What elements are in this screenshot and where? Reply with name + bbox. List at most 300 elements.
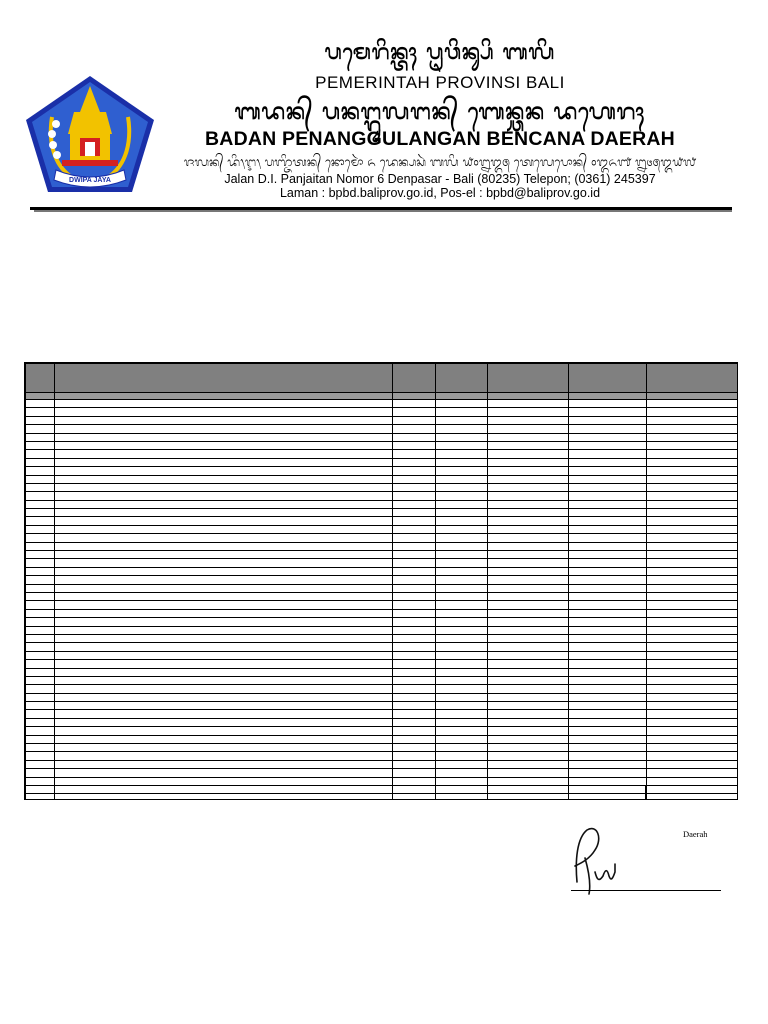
table-cell (647, 408, 738, 416)
table-cell (488, 393, 569, 400)
table-cell (393, 693, 436, 701)
table-cell (569, 744, 647, 752)
table-cell (393, 467, 436, 475)
table-cell (488, 618, 569, 626)
table-cell (26, 542, 55, 550)
table-cell (393, 450, 436, 458)
table-cell (436, 551, 488, 559)
table-cell (393, 634, 436, 642)
table-subheader-row (26, 393, 738, 400)
table-cell (26, 576, 55, 584)
table-cell (569, 685, 647, 693)
table-cell (569, 364, 647, 393)
table-cell (436, 760, 488, 768)
table-cell (436, 416, 488, 424)
table-cell (55, 416, 393, 424)
table-cell (647, 576, 738, 584)
table-cell (393, 618, 436, 626)
table-cell (55, 542, 393, 550)
table-cell (647, 685, 738, 693)
table-cell (393, 643, 436, 651)
table-cell (436, 492, 488, 500)
table-cell (393, 584, 436, 592)
table-cell (26, 668, 55, 676)
table-cell (55, 567, 393, 575)
table-cell (569, 769, 647, 777)
table-cell (436, 576, 488, 584)
table-cell (55, 393, 393, 400)
table-row (26, 618, 738, 626)
table-cell (436, 676, 488, 684)
table-cell (26, 525, 55, 533)
table-cell (647, 634, 738, 642)
table-row (26, 500, 738, 508)
table-cell (55, 626, 393, 634)
table-cell (436, 702, 488, 710)
table-cell (436, 643, 488, 651)
table-cell (647, 467, 738, 475)
table-cell (488, 534, 569, 542)
table-cell (436, 559, 488, 567)
table-cell (26, 425, 55, 433)
table-cell (569, 534, 647, 542)
table-cell (436, 467, 488, 475)
table-cell (647, 483, 738, 491)
table-cell (55, 517, 393, 525)
table-row (26, 760, 738, 768)
table-cell (55, 500, 393, 508)
table-cell (569, 760, 647, 768)
table-cell (393, 408, 436, 416)
table-cell (436, 752, 488, 760)
table-cell (55, 769, 393, 777)
table-cell (436, 618, 488, 626)
table-row (26, 651, 738, 659)
data-table (25, 363, 738, 800)
balinese-script-government: ᬧᬫᬾᬭᬶᬦ᭄ᬢᬄ ᬧᬺᬯᬶᬦ᭄ᬲᬶ ᬩᬮᬶ (324, 39, 556, 64)
table-cell (436, 609, 488, 617)
table-row (26, 576, 738, 584)
table-cell (647, 433, 738, 441)
table-cell (26, 592, 55, 600)
table-row (26, 458, 738, 466)
table-cell (26, 509, 55, 517)
table-cell (436, 727, 488, 735)
table-cell (55, 559, 393, 567)
table-row (26, 769, 738, 777)
table-row (26, 517, 738, 525)
table-cell (488, 710, 569, 718)
table-cell (436, 601, 488, 609)
table-cell (647, 643, 738, 651)
header-divider-shadow (34, 210, 732, 212)
table-cell (569, 467, 647, 475)
table-row (26, 400, 738, 408)
table-cell (393, 718, 436, 726)
table-cell (488, 542, 569, 550)
table-cell (26, 551, 55, 559)
table-header-row (26, 364, 738, 393)
table-cell (393, 668, 436, 676)
table-cell (55, 408, 393, 416)
table-cell (569, 702, 647, 710)
table-cell (393, 735, 436, 743)
table-cell (436, 769, 488, 777)
table-cell (55, 492, 393, 500)
table-cell (436, 517, 488, 525)
table-cell (436, 660, 488, 668)
table-cell (569, 408, 647, 416)
table-cell (488, 408, 569, 416)
table-cell (55, 364, 393, 393)
table-cell (55, 483, 393, 491)
table-cell (569, 551, 647, 559)
table-cell (488, 727, 569, 735)
signature-line (571, 890, 721, 891)
table-row (26, 685, 738, 693)
table-cell (436, 400, 488, 408)
table-row (26, 467, 738, 475)
table-cell (26, 441, 55, 449)
table-cell (393, 592, 436, 600)
office-contact: Laman : bpbd.baliprov.go.id, Pos-el : bpbd@baliprov.go.id (279, 186, 601, 200)
table-cell (26, 408, 55, 416)
table-cell (393, 393, 436, 400)
table-cell (569, 626, 647, 634)
table-cell (569, 584, 647, 592)
table-cell (436, 710, 488, 718)
table-cell (436, 525, 488, 533)
table-cell (55, 534, 393, 542)
table-cell (436, 668, 488, 676)
table-cell (488, 525, 569, 533)
table-cell (569, 718, 647, 726)
table-cell (393, 702, 436, 710)
table-cell (26, 718, 55, 726)
table-cell (55, 718, 393, 726)
data-table-frame (24, 362, 738, 800)
table-cell (393, 433, 436, 441)
table-cell (55, 458, 393, 466)
table-cell (55, 601, 393, 609)
table-cell (647, 693, 738, 701)
table-cell (647, 475, 738, 483)
table-cell (569, 727, 647, 735)
table-cell (488, 450, 569, 458)
table-cell (55, 551, 393, 559)
table-cell (436, 744, 488, 752)
table-cell (569, 400, 647, 408)
table-cell (569, 393, 647, 400)
table-cell (26, 492, 55, 500)
table-cell (26, 651, 55, 659)
table-cell (647, 517, 738, 525)
table-row (26, 567, 738, 575)
table-row (26, 425, 738, 433)
table-cell (488, 693, 569, 701)
table-cell (569, 525, 647, 533)
table-cell (436, 567, 488, 575)
table-row (26, 534, 738, 542)
bali-province-emblem (22, 72, 158, 196)
table-cell (26, 601, 55, 609)
table-cell (488, 509, 569, 517)
table-cell (55, 693, 393, 701)
table-cell (393, 710, 436, 718)
table-cell (488, 718, 569, 726)
table-cell (647, 584, 738, 592)
table-row (26, 492, 738, 500)
table-cell (647, 559, 738, 567)
table-cell (488, 492, 569, 500)
table-cell (647, 542, 738, 550)
table-cell (55, 450, 393, 458)
table-cell (393, 752, 436, 760)
table-cell (569, 492, 647, 500)
table-cell (647, 534, 738, 542)
table-cell (488, 483, 569, 491)
table-cell (488, 601, 569, 609)
table-cell (26, 483, 55, 491)
table-cell (488, 559, 569, 567)
table-cell (55, 441, 393, 449)
table-cell (393, 416, 436, 424)
table-cell (26, 626, 55, 634)
table-cell (436, 651, 488, 659)
government-name: PEMERINTAH PROVINSI BALI (315, 73, 565, 92)
table-cell (488, 760, 569, 768)
table-cell (55, 425, 393, 433)
table-cell (647, 416, 738, 424)
table-row (26, 559, 738, 567)
table-cell (55, 685, 393, 693)
table-cell (393, 744, 436, 752)
table-cell (488, 744, 569, 752)
table-row (26, 643, 738, 651)
table-cell (26, 500, 55, 508)
table-cell (393, 542, 436, 550)
table-row (26, 525, 738, 533)
table-row (26, 727, 738, 735)
table-cell (647, 592, 738, 600)
table-cell (569, 433, 647, 441)
table-cell (26, 458, 55, 466)
table-cell (569, 676, 647, 684)
table-row (26, 718, 738, 726)
table-total-row (25, 785, 737, 799)
table-cell (488, 676, 569, 684)
table-row (26, 542, 738, 550)
table-row (26, 626, 738, 634)
table-cell (647, 567, 738, 575)
table-cell (393, 475, 436, 483)
table-cell (393, 425, 436, 433)
table-cell (436, 685, 488, 693)
table-cell (569, 609, 647, 617)
table-cell (436, 393, 488, 400)
table-cell (488, 475, 569, 483)
table-cell (569, 660, 647, 668)
table-cell (436, 693, 488, 701)
table-cell (488, 400, 569, 408)
table-cell (55, 584, 393, 592)
table-cell (26, 364, 55, 393)
table-cell (55, 525, 393, 533)
table-cell (569, 710, 647, 718)
table-cell (488, 752, 569, 760)
table-cell (647, 727, 738, 735)
table-cell (26, 393, 55, 400)
table-cell (26, 735, 55, 743)
table-cell (393, 492, 436, 500)
table-cell (55, 609, 393, 617)
table-cell (569, 735, 647, 743)
table-cell (488, 702, 569, 710)
table-cell (55, 744, 393, 752)
table-cell (647, 676, 738, 684)
table-cell (26, 433, 55, 441)
table-cell (26, 467, 55, 475)
table-cell (488, 458, 569, 466)
table-cell (488, 643, 569, 651)
table-cell (55, 727, 393, 735)
table-cell (569, 693, 647, 701)
table-cell (569, 441, 647, 449)
table-cell (488, 685, 569, 693)
agency-name: BADAN PENANGGULANGAN BENCANA DAERAH (205, 128, 675, 150)
table-cell (55, 651, 393, 659)
table-cell (488, 769, 569, 777)
table-cell (647, 651, 738, 659)
table-cell (488, 651, 569, 659)
table-cell (647, 441, 738, 449)
table-cell (569, 601, 647, 609)
table-cell (569, 450, 647, 458)
table-cell (569, 668, 647, 676)
table-cell (569, 634, 647, 642)
table-cell (647, 752, 738, 760)
table-cell (647, 769, 738, 777)
table-cell (393, 500, 436, 508)
table-cell (488, 441, 569, 449)
table-cell (55, 643, 393, 651)
table-cell (436, 500, 488, 508)
table-cell (26, 559, 55, 567)
table-cell (393, 660, 436, 668)
table-cell (488, 425, 569, 433)
table-row (26, 584, 738, 592)
table-row (26, 551, 738, 559)
table-cell (26, 609, 55, 617)
table-cell (647, 710, 738, 718)
table-cell (488, 576, 569, 584)
table-row (26, 450, 738, 458)
table-cell (488, 567, 569, 575)
table-row (26, 676, 738, 684)
table-cell (647, 525, 738, 533)
table-cell (393, 651, 436, 659)
table-row (26, 702, 738, 710)
table-cell (393, 685, 436, 693)
table-cell (436, 542, 488, 550)
table-cell (436, 634, 488, 642)
table-cell (26, 685, 55, 693)
table-row (26, 693, 738, 701)
table-cell (436, 425, 488, 433)
table-cell (55, 400, 393, 408)
table-total-divider (645, 786, 646, 800)
table-row (26, 710, 738, 718)
table-cell (647, 609, 738, 617)
table-cell (488, 500, 569, 508)
table-cell (436, 735, 488, 743)
table-cell (569, 500, 647, 508)
table-cell (436, 534, 488, 542)
table-cell (488, 735, 569, 743)
table-cell (55, 576, 393, 584)
table-cell (488, 634, 569, 642)
table-cell (488, 668, 569, 676)
table-cell (26, 634, 55, 642)
table-cell (569, 752, 647, 760)
table-cell (647, 760, 738, 768)
table-cell (26, 676, 55, 684)
handwritten-signature (565, 820, 655, 900)
table-cell (393, 576, 436, 584)
table-cell (55, 735, 393, 743)
table-cell (393, 483, 436, 491)
table-row (26, 601, 738, 609)
table-cell (55, 710, 393, 718)
table-cell (647, 492, 738, 500)
table-row (26, 483, 738, 491)
table-cell (569, 458, 647, 466)
table-cell (436, 592, 488, 600)
table-cell (569, 643, 647, 651)
table-cell (569, 592, 647, 600)
table-cell (488, 467, 569, 475)
table-cell (488, 433, 569, 441)
table-cell (55, 618, 393, 626)
table-cell (647, 450, 738, 458)
table-cell (26, 475, 55, 483)
table-cell (647, 626, 738, 634)
table-cell (488, 660, 569, 668)
table-cell (569, 559, 647, 567)
table-cell (436, 718, 488, 726)
table-cell (647, 702, 738, 710)
table-cell (647, 393, 738, 400)
table-row (26, 408, 738, 416)
table-cell (393, 517, 436, 525)
table-cell (647, 744, 738, 752)
table-row (26, 433, 738, 441)
table-row (26, 416, 738, 424)
table-row (26, 509, 738, 517)
table-cell (55, 676, 393, 684)
table-cell (647, 500, 738, 508)
table-cell (26, 534, 55, 542)
table-cell (569, 509, 647, 517)
table-cell (26, 416, 55, 424)
table-cell (436, 441, 488, 449)
table-cell (647, 735, 738, 743)
table-cell (26, 702, 55, 710)
table-cell (393, 364, 436, 393)
table-cell (393, 567, 436, 575)
table-cell (55, 433, 393, 441)
table-cell (569, 475, 647, 483)
